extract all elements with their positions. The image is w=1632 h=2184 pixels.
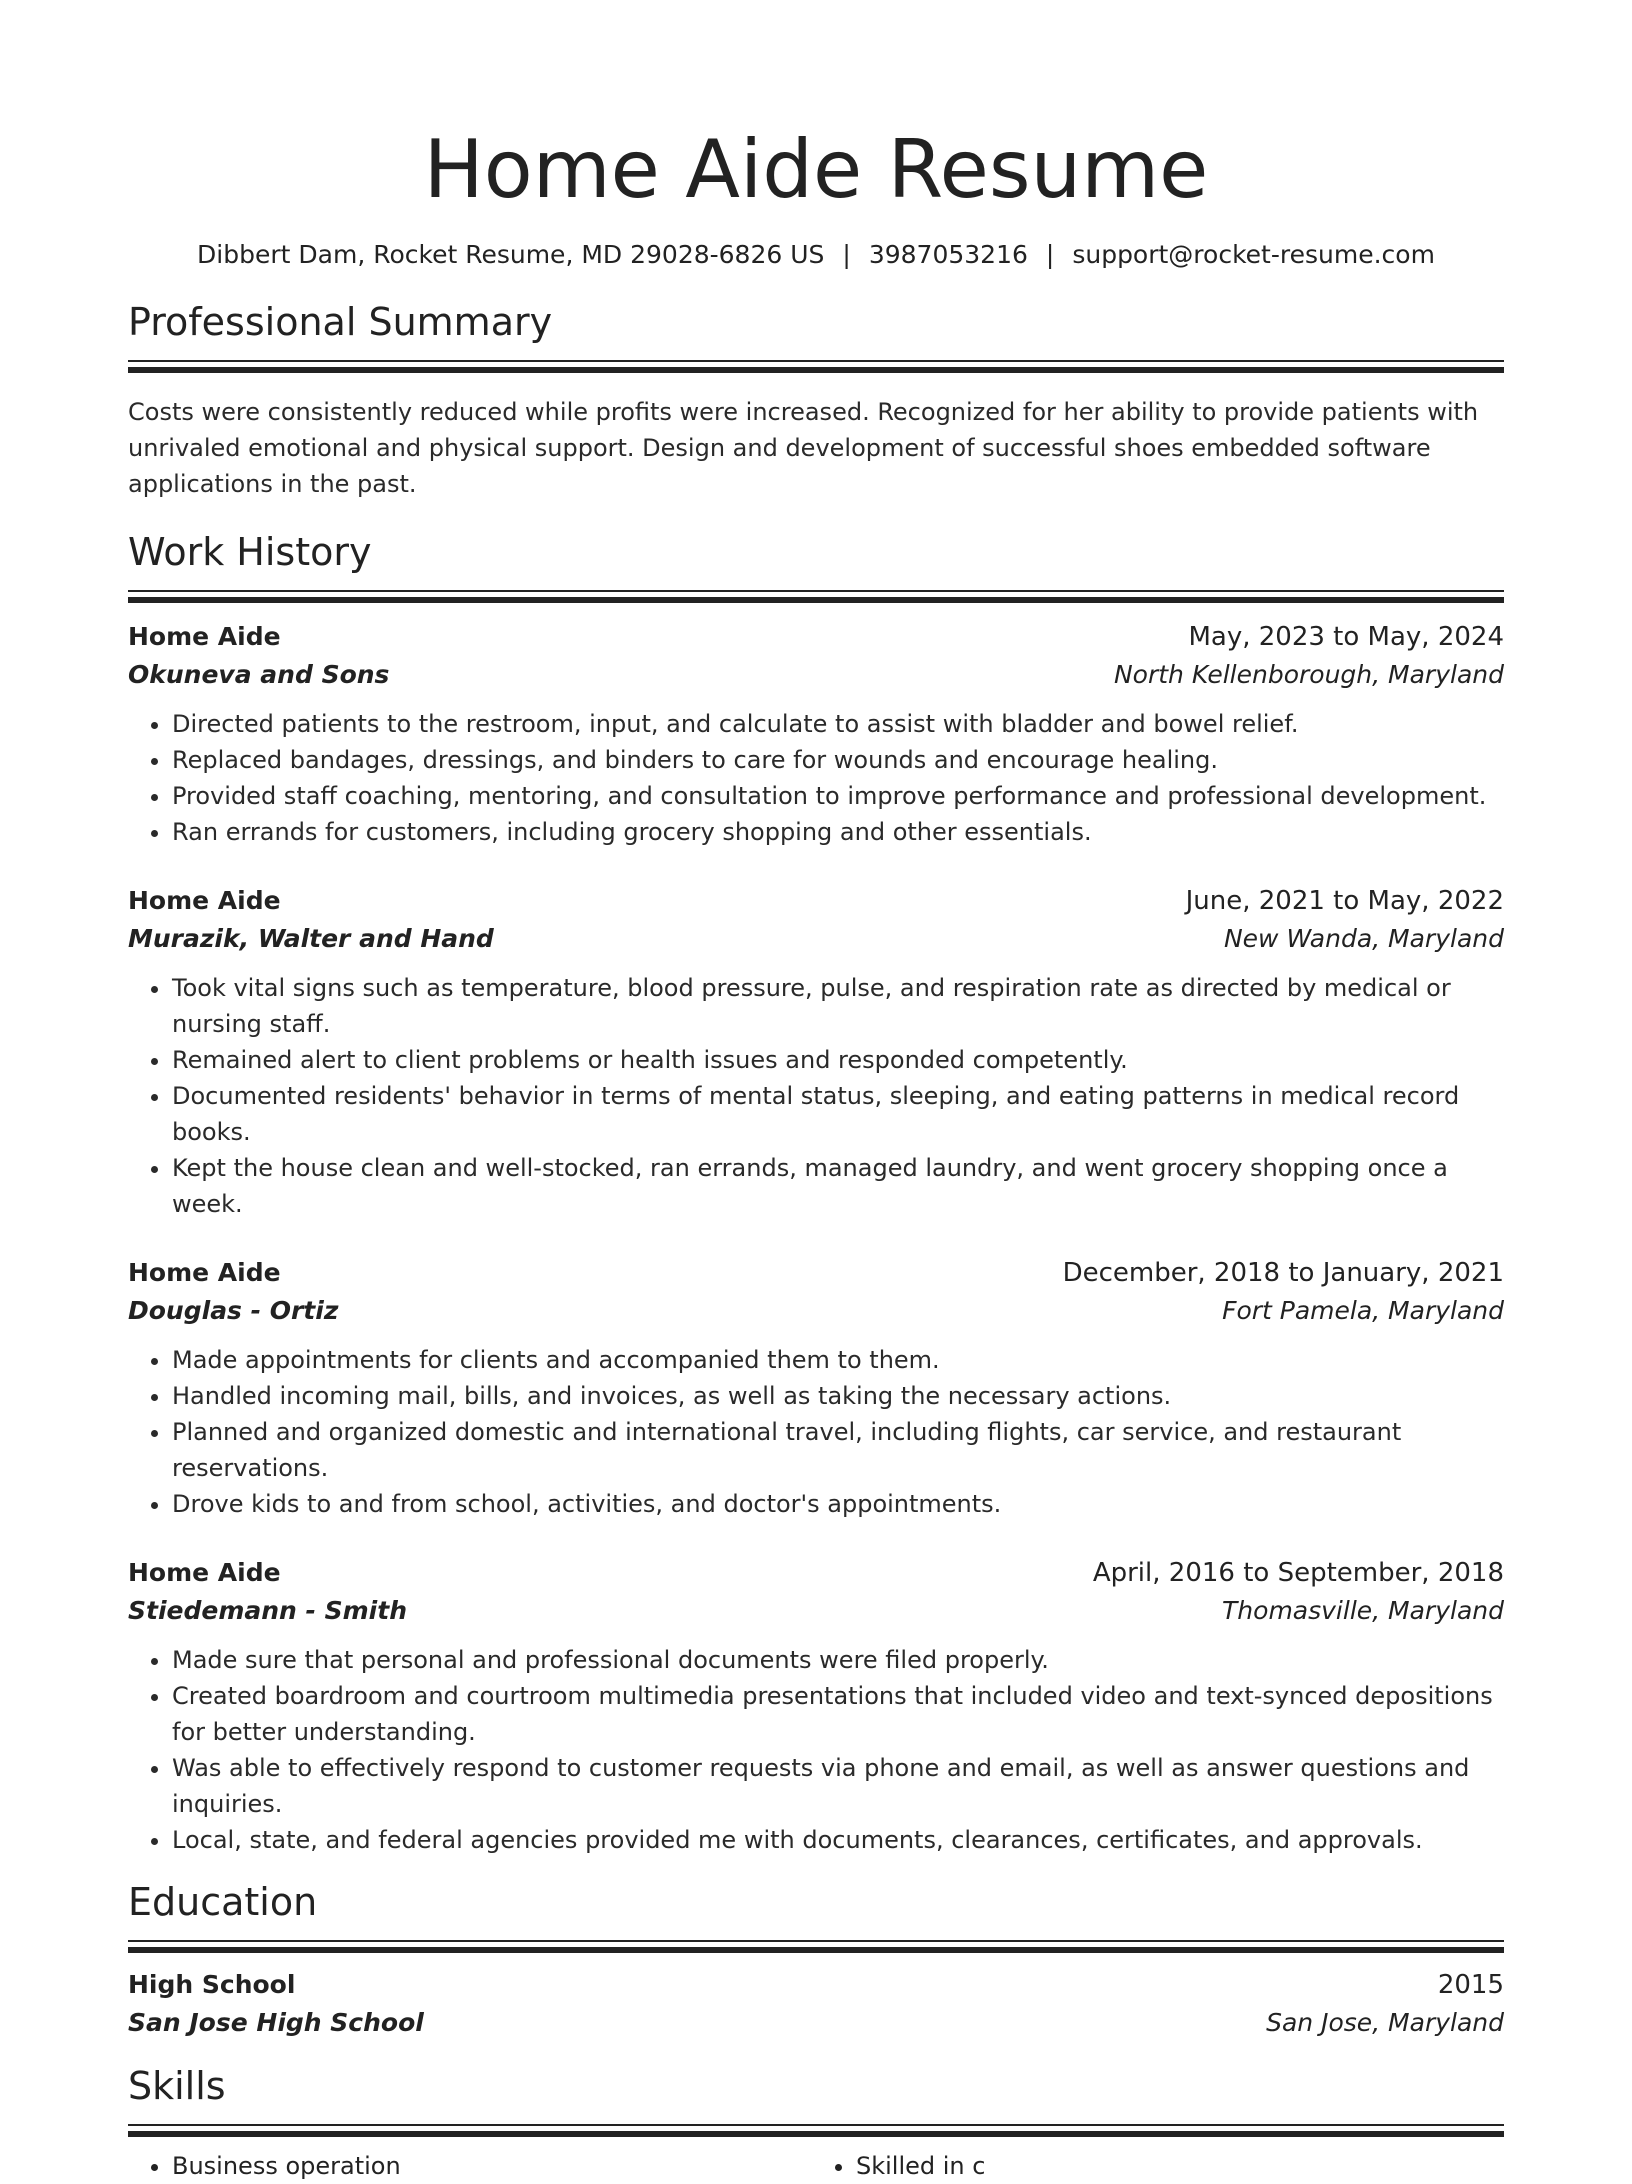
bullet-item: • Took vital signs such as temperature, blood pressure, pulse, and respiration rate as directed by medical or nursing staff. [172,970,1504,1042]
resume-title: Home Aide Resume [423,123,1209,216]
contact-separator: | [1045,240,1055,269]
section-heading-summary: Professional Summary [128,300,553,344]
contact-separator: | [842,240,851,269]
job-entry [128,618,1504,850]
bullet-item: • Planned and organized domestic and international travel, including flights, car service, and restaurant reservations. [172,1414,1504,1486]
bullet-item: • Local, state, and federal agencies provided me with documents, clearances, certificates, and approvals. [172,1822,1504,1858]
bullet-item: • Kept the house clean and well-stocked, ran errands, managed laundry, and went grocery shopping once a week. [172,1150,1504,1222]
section-divider [128,360,1504,370]
job-company: Stiedemann - Smith [128,1596,408,1625]
skills-list [128,2148,1504,2184]
job-location: New Wanda, Maryland [1223,924,1504,953]
job-entry [128,882,1504,1222]
contact-line [128,238,1504,272]
education-location: San Jose, Maryland [1266,2008,1504,2037]
bullet-item: • Remained alert to client problems or health issues and responded competently. [172,1042,1504,1078]
job-entry [128,1554,1504,1858]
section-divider [128,590,1504,600]
job-entry [128,1254,1504,1522]
section-divider [128,2124,1504,2134]
bullet-item: • Documented residents' behavior in terms of mental status, sleeping, and eating patterns in medical record books. [172,1078,1504,1150]
education-entry [128,1966,1504,2042]
job-title: Home Aide [128,886,281,915]
skill-item: • Skilled in c [856,2148,1496,2184]
bullet-item: • Ran errands for customers, including grocery shopping and other essentials. [172,814,1504,850]
job-bullets [128,970,1504,1222]
job-dates: May, 2023 to May, 2024 [1188,622,1504,652]
job-company: Douglas - Ortiz [128,1296,339,1325]
skills-column-left [128,2148,812,2184]
job-location: North Kellenborough, Maryland [1113,660,1504,689]
bullet-item: • Directed patients to the restroom, input, and calculate to assist with bladder and bowel relief. [172,706,1504,742]
education-degree: High School [128,1970,296,1999]
education-year: 2015 [1437,1970,1504,2000]
bullet-item: • Created boardroom and courtroom multimedia presentations that included video and text-synced depositions for better understanding. [172,1678,1504,1750]
job-dates: December, 2018 to January, 2021 [1062,1258,1504,1288]
bullet-item: • Made sure that personal and professional documents were filed properly. [172,1642,1504,1678]
job-title: Home Aide [128,1258,281,1287]
job-company: Okuneva and Sons [128,660,390,689]
contact-email: support@rocket-resume.com [1072,240,1435,269]
section-heading-skills: Skills [128,2064,226,2108]
skills-column-right [812,2148,1496,2184]
job-bullets [128,706,1504,850]
bullet-item: • Provided staff coaching, mentoring, and consultation to improve performance and professional development. [172,778,1504,814]
job-location: Thomasville, Maryland [1222,1596,1504,1625]
skill-item: • Business operation [172,2148,812,2184]
section-heading-work: Work History [128,530,372,574]
bullet-item: • Was able to effectively respond to customer requests via phone and email, as well as answer questions and inquiries. [172,1750,1504,1822]
bullet-item: • Made appointments for clients and accompanied them to them. [172,1342,1504,1378]
contact-address: Dibbert Dam, Rocket Resume, MD 29028-6826 US [197,240,825,269]
bullet-item: • Replaced bandages, dressings, and binders to care for wounds and encourage healing. [172,742,1504,778]
job-location: Fort Pamela, Maryland [1222,1296,1504,1325]
job-bullets [128,1342,1504,1522]
contact-phone: 3987053216 [868,240,1028,269]
section-divider [128,1940,1504,1950]
bullet-item: • Handled incoming mail, bills, and invoices, as well as taking the necessary actions. [172,1378,1504,1414]
resume-page [128,0,1504,2184]
education-school: San Jose High School [128,2008,424,2037]
job-bullets [128,1642,1504,1858]
job-dates: April, 2016 to September, 2018 [1092,1558,1504,1588]
section-heading-education: Education [128,1880,318,1924]
bullet-item: • Drove kids to and from school, activities, and doctor's appointments. [172,1486,1504,1522]
job-title: Home Aide [128,1558,281,1587]
summary-text: Costs were consistently reduced while profits were increased. Recognized for her ability to provide patients with unrivaled emotional and physical support. Design and development of successful shoes embedded software applications in the past. [128,398,1479,498]
job-title: Home Aide [128,622,281,651]
job-dates: June, 2021 to May, 2022 [1185,886,1504,916]
job-company: Murazik, Walter and Hand [128,924,494,953]
